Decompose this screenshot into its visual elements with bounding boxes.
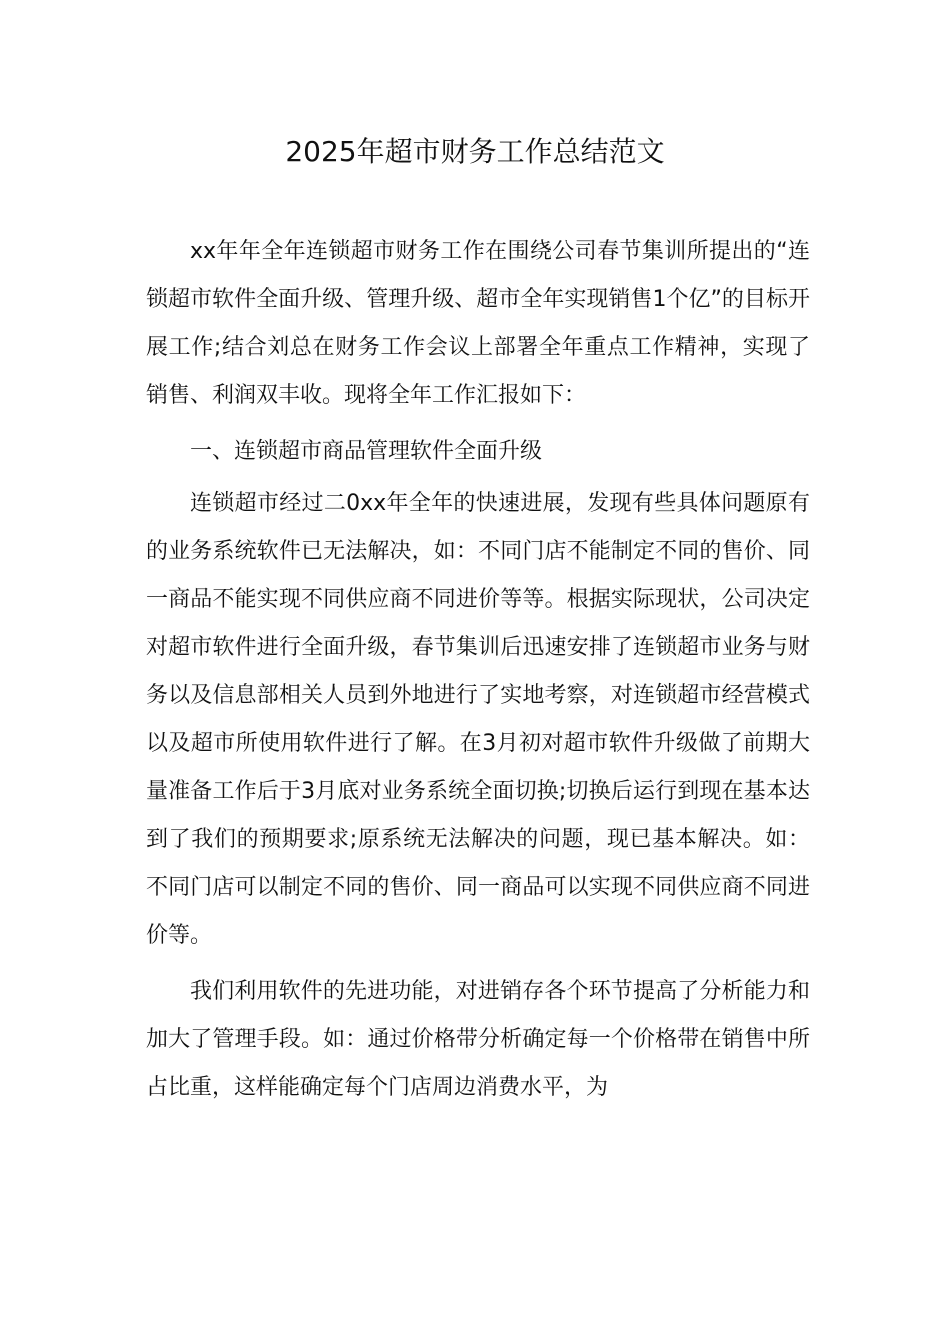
document-body xyxy=(146,228,810,1120)
paragraph-analysis: 我们利用软件的先进功能，对进销存各个环节提高了分析能力和加大了管理手段。如：通过价格带分析确定每一个价格带在销售中所占比重，这样能确定每个门店周边消费水平，为 xyxy=(146,979,810,1100)
section-heading: 一、连锁超市商品管理软件全面升级 xyxy=(190,439,543,464)
paragraph-intro: xx年年全年连锁超市财务工作在围绕公司春节集训所提出的“连锁超市软件全面升级、管理升级、超市全年实现销售1个亿”的目标开展工作;结合刘总在财务工作会议上部署全年重点工作精神，实现了销售、利润双丰收。现将全年工作汇报如下： xyxy=(146,239,810,408)
document-title: 2025年超市财务工作总结范文 xyxy=(285,135,665,168)
paragraph-software-upgrade: 连锁超市经过二0xx年全年的快速进展，发现有些具体问题原有的业务系统软件已无法解决，如：不同门店不能制定不同的售价、同一商品不能实现不同供应商不同进价等等。根据实际现状，公司决定对超市软件进行全面升级，春节集训后迅速安排了连锁超市业务与财务以及信息部相关人员到外地进行了实地考察，对连锁超市经营模式以及超市所使用软件进行了解。在3月初对超市软件升级做了前期大量准备工作后于3月底对业务系统全面切换;切换后运行到现在基本达到了我们的预期要求;原系统无法解决的问题，现已基本解决。如：不同门店可以制定不同的售价、同一商品可以实现不同供应商不同进价等。 xyxy=(146,491,810,948)
